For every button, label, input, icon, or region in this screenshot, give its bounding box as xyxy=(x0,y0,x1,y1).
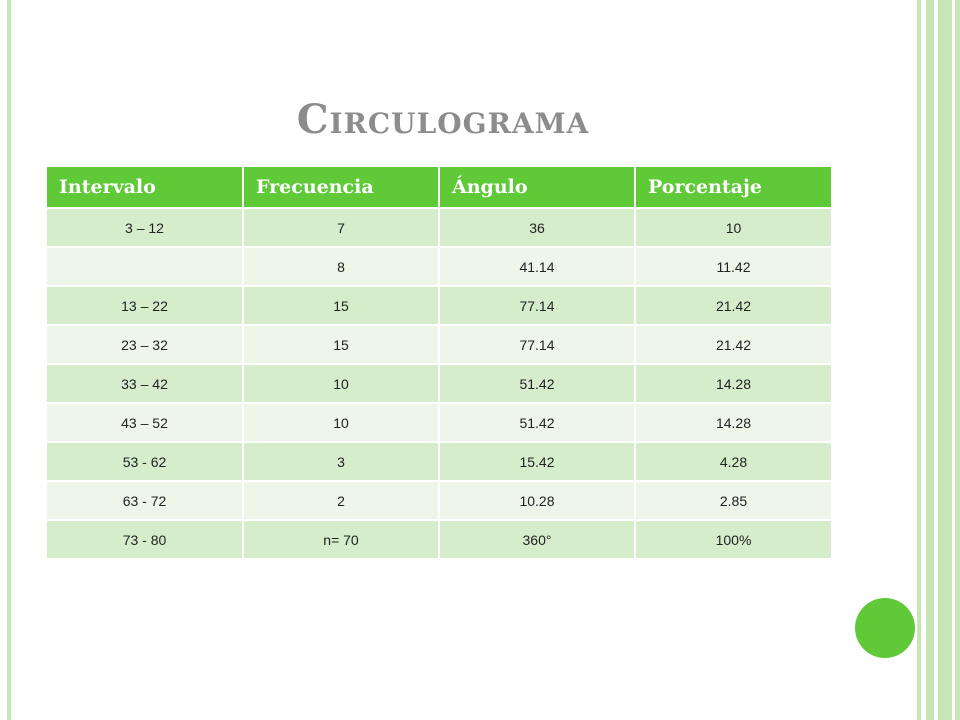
cell-porcentaje: 10 xyxy=(635,208,831,247)
frame-border-right xyxy=(917,0,921,720)
cell-frecuencia: 10 xyxy=(243,364,439,403)
cell-angulo: 51.42 xyxy=(439,364,635,403)
cell-frecuencia: 15 xyxy=(243,325,439,364)
cell-porcentaje: 21.42 xyxy=(635,325,831,364)
cell-frecuencia: n= 70 xyxy=(243,520,439,558)
cell-angulo: 36 xyxy=(439,208,635,247)
table-row xyxy=(47,325,831,364)
cell-frecuencia: 8 xyxy=(243,247,439,286)
header-porcentaje: Porcentaje xyxy=(635,167,831,208)
cell-frecuencia: 2 xyxy=(243,481,439,520)
frame-border-right xyxy=(938,0,952,720)
frame-border-right xyxy=(955,0,960,720)
cell-porcentaje: 4.28 xyxy=(635,442,831,481)
table-row xyxy=(47,247,831,286)
decorative-circle xyxy=(855,598,915,658)
cell-frecuencia: 10 xyxy=(243,403,439,442)
table-row xyxy=(47,208,831,247)
cell-intervalo: 23 – 32 xyxy=(47,325,243,364)
slide-title: Circulograma xyxy=(296,96,590,143)
table-row xyxy=(47,403,831,442)
cell-angulo: 41.14 xyxy=(439,247,635,286)
cell-intervalo: 33 – 42 xyxy=(47,364,243,403)
cell-angulo: 77.14 xyxy=(439,286,635,325)
cell-frecuencia: 3 xyxy=(243,442,439,481)
cell-porcentaje: 100% xyxy=(635,520,831,558)
cell-angulo: 360° xyxy=(439,520,635,558)
cell-intervalo: 3 – 12 xyxy=(47,208,243,247)
frame-border-right xyxy=(926,0,934,720)
table-row xyxy=(47,364,831,403)
cell-intervalo: 43 – 52 xyxy=(47,403,243,442)
header-intervalo: Intervalo xyxy=(47,167,243,208)
table-row xyxy=(47,286,831,325)
cell-intervalo: 13 – 22 xyxy=(47,286,243,325)
cell-porcentaje: 11.42 xyxy=(635,247,831,286)
cell-frecuencia: 7 xyxy=(243,208,439,247)
cell-angulo: 77.14 xyxy=(439,325,635,364)
table-row xyxy=(47,481,831,520)
cell-intervalo: 63 - 72 xyxy=(47,481,243,520)
cell-porcentaje: 14.28 xyxy=(635,403,831,442)
cell-intervalo: 73 - 80 xyxy=(47,520,243,558)
header-angulo: Ángulo xyxy=(439,167,635,208)
cell-angulo: 51.42 xyxy=(439,403,635,442)
cell-porcentaje: 14.28 xyxy=(635,364,831,403)
frequency-table xyxy=(47,167,831,558)
cell-angulo: 10.28 xyxy=(439,481,635,520)
cell-frecuencia: 15 xyxy=(243,286,439,325)
cell-porcentaje: 2.85 xyxy=(635,481,831,520)
table-row xyxy=(47,442,831,481)
cell-intervalo: 53 - 62 xyxy=(47,442,243,481)
cell-porcentaje: 21.42 xyxy=(635,286,831,325)
cell-angulo: 15.42 xyxy=(439,442,635,481)
table-row xyxy=(47,520,831,558)
header-frecuencia: Frecuencia xyxy=(243,167,439,208)
cell-intervalo xyxy=(47,247,243,286)
table-header-row xyxy=(47,167,831,208)
